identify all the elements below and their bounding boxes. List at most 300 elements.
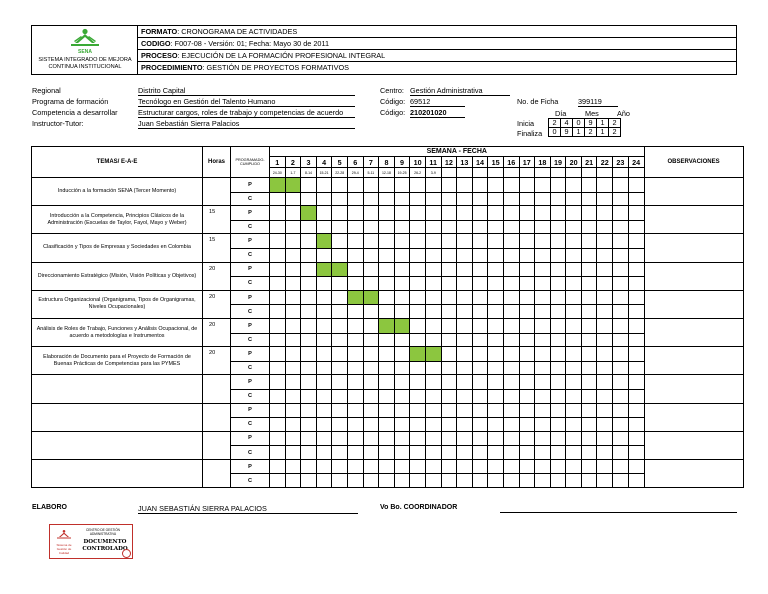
week-cell (270, 333, 286, 347)
cumplido-label: C (231, 305, 270, 319)
week-cell (457, 403, 473, 418)
stamp-left-text: Sistema de Gestión de Calidad (56, 543, 72, 555)
week-cell (394, 361, 410, 375)
vobo-signature-line (500, 512, 737, 513)
week-cell (472, 206, 488, 221)
week-cell (410, 206, 426, 221)
week-cell (613, 403, 629, 418)
activity-topic (32, 375, 203, 403)
week-cell (347, 389, 363, 403)
week-cell (472, 361, 488, 375)
activity-topic: Inducción a la formación SENA (Tercer Momento) (32, 178, 203, 206)
week-date (628, 168, 644, 178)
week-cell (347, 192, 363, 206)
week-cell (363, 206, 379, 221)
week-cell (441, 418, 457, 432)
week-cell (457, 192, 473, 206)
week-cell (597, 389, 613, 403)
week-cell (519, 192, 535, 206)
week-cell (519, 361, 535, 375)
week-cell (332, 375, 348, 390)
week-cell (379, 333, 395, 347)
week-number: 6 (347, 157, 363, 168)
week-cell (550, 290, 566, 305)
week-cell (270, 220, 286, 234)
week-cell (270, 361, 286, 375)
week-cell (441, 474, 457, 488)
activity-hours: 15 (203, 234, 231, 262)
week-cell (503, 277, 519, 291)
activity-hours (203, 431, 231, 459)
week-cell (394, 290, 410, 305)
week-number: 23 (613, 157, 629, 168)
week-cell (425, 474, 441, 488)
week-cell (566, 446, 582, 460)
week-number: 24 (628, 157, 644, 168)
week-cell (503, 234, 519, 249)
week-cell (566, 418, 582, 432)
programa-value: Tecnólogo en Gestión del Talento Humano (138, 97, 355, 107)
observaciones-header: OBSERVACIONES (644, 147, 743, 178)
week-cell (379, 220, 395, 234)
week-cell (285, 474, 301, 488)
week-cell (394, 333, 410, 347)
week-cell (472, 418, 488, 432)
cumplido-label: C (231, 192, 270, 206)
week-cell (457, 262, 473, 277)
codigo-value-2: 210201020 (410, 108, 465, 118)
week-date (566, 168, 582, 178)
week-cell (441, 446, 457, 460)
week-cell (472, 403, 488, 418)
week-cell (285, 418, 301, 432)
week-cell (503, 403, 519, 418)
codigo-value-1: 69512 (410, 97, 465, 107)
week-cell (597, 262, 613, 277)
week-cell (301, 290, 317, 305)
week-cell (503, 333, 519, 347)
week-cell (332, 305, 348, 319)
org-name: SISTEMA INTEGRADO DE MEJORA CONTINUA INSTITUCIONAL (38, 57, 132, 70)
week-cell (519, 277, 535, 291)
programado-label: P (231, 262, 270, 277)
week-cell (488, 178, 504, 193)
week-cell (394, 446, 410, 460)
header-formato: FORMATO: CRONOGRAMA DE ACTIVIDADES (138, 26, 736, 38)
week-cell (394, 431, 410, 446)
week-cell (503, 192, 519, 206)
week-cell (379, 347, 395, 362)
week-cell (472, 234, 488, 249)
week-cell (441, 248, 457, 262)
week-cell (566, 192, 582, 206)
scheduled-week-cell (425, 347, 441, 362)
codigo-label-2: Código: (380, 108, 406, 117)
week-cell (332, 431, 348, 446)
week-cell (550, 418, 566, 432)
semana-fecha-header: SEMANA - FECHA (270, 147, 645, 157)
header-proceso: PROCESO: EJECUCIÓN DE LA FORMACIÓN PROFESIONAL INTEGRAL (138, 50, 736, 62)
week-cell (613, 234, 629, 249)
week-number: 5 (332, 157, 348, 168)
week-cell (285, 459, 301, 474)
week-cell (613, 220, 629, 234)
activity-observations (644, 459, 743, 487)
cumplido-label: C (231, 277, 270, 291)
week-cell (581, 277, 597, 291)
regional-label: Regional (32, 86, 61, 95)
week-cell (363, 220, 379, 234)
week-cell (535, 446, 551, 460)
week-cell (566, 389, 582, 403)
activity-topic: Introducción a la Competencia, Principios Clásicos de la Administración (Escuelas de Taylor, Fayol, Mayo y Weber) (32, 206, 203, 234)
week-cell (597, 474, 613, 488)
cumplido-label: C (231, 248, 270, 262)
week-cell (566, 206, 582, 221)
week-cell (628, 318, 644, 333)
week-cell (425, 403, 441, 418)
week-cell (457, 459, 473, 474)
week-cell (519, 220, 535, 234)
week-cell (347, 474, 363, 488)
week-cell (457, 333, 473, 347)
week-cell (566, 474, 582, 488)
regional-value: Distrito Capital (138, 86, 355, 96)
week-number: 7 (363, 157, 379, 168)
week-cell (285, 446, 301, 460)
week-cell (270, 277, 286, 291)
week-cell (472, 431, 488, 446)
activity-row-p (32, 347, 744, 362)
activity-topic: Direccionamiento Estratégico (Misión, Visión Políticas y Objetivos) (32, 262, 203, 290)
week-cell (581, 262, 597, 277)
week-cell (270, 248, 286, 262)
week-cell (394, 206, 410, 221)
week-cell (301, 220, 317, 234)
week-cell (301, 248, 317, 262)
week-cell (410, 220, 426, 234)
week-cell (550, 403, 566, 418)
week-cell (628, 290, 644, 305)
week-cell (613, 248, 629, 262)
finaliza-digits: 0 9 1 2 1 2 (549, 128, 621, 137)
week-number: 14 (472, 157, 488, 168)
instructor-value: Juan Sebastián Sierra Palacios (138, 119, 355, 129)
week-cell (285, 192, 301, 206)
week-cell (425, 206, 441, 221)
week-cell (535, 361, 551, 375)
week-cell (628, 375, 644, 390)
document-header (31, 25, 737, 75)
week-cell (472, 305, 488, 319)
week-cell (472, 459, 488, 474)
week-cell (379, 178, 395, 193)
week-cell (394, 192, 410, 206)
week-cell (535, 178, 551, 193)
activity-observations (644, 262, 743, 290)
week-cell (316, 333, 332, 347)
activity-observations (644, 431, 743, 459)
activity-observations (644, 234, 743, 262)
activity-row-p (32, 375, 744, 390)
week-date (597, 168, 613, 178)
week-cell (316, 375, 332, 390)
programado-label: P (231, 318, 270, 333)
scheduled-week-cell (316, 262, 332, 277)
week-cell (379, 234, 395, 249)
week-cell (270, 446, 286, 460)
activity-row-p (32, 290, 744, 305)
week-cell (347, 178, 363, 193)
week-cell (285, 305, 301, 319)
week-cell (503, 290, 519, 305)
week-cell (379, 192, 395, 206)
week-cell (535, 206, 551, 221)
activity-row-p (32, 403, 744, 418)
week-cell (597, 361, 613, 375)
week-cell (597, 277, 613, 291)
week-cell (581, 403, 597, 418)
week-cell (441, 178, 457, 193)
week-number: 13 (457, 157, 473, 168)
week-cell (316, 347, 332, 362)
week-cell (597, 375, 613, 390)
week-cell (519, 431, 535, 446)
sena-logo-icon (69, 28, 101, 50)
week-cell (316, 206, 332, 221)
week-cell (457, 389, 473, 403)
horas-header: Horas (203, 147, 231, 178)
week-cell (301, 431, 317, 446)
programa-label: Programa de formación (32, 97, 109, 106)
scheduled-week-cell (301, 206, 317, 221)
week-cell (441, 333, 457, 347)
week-cell (441, 459, 457, 474)
week-date (472, 168, 488, 178)
week-cell (394, 474, 410, 488)
week-cell (628, 431, 644, 446)
week-date: 5-11 (363, 168, 379, 178)
week-cell (425, 220, 441, 234)
week-cell (301, 459, 317, 474)
week-cell (363, 178, 379, 193)
week-cell (394, 234, 410, 249)
week-cell (347, 305, 363, 319)
temas-header: TEMAS/ E-A-E (32, 147, 203, 178)
week-cell (535, 431, 551, 446)
week-cell (457, 361, 473, 375)
week-cell (410, 446, 426, 460)
week-cell (270, 459, 286, 474)
week-cell (535, 403, 551, 418)
week-cell (332, 192, 348, 206)
header-row (32, 147, 744, 157)
week-cell (363, 248, 379, 262)
activity-topic: Análisis de Roles de Trabajo, Funciones y Análisis Ocupacional, de acuerdo a metodologías e Instrumentos (32, 318, 203, 346)
week-cell (628, 418, 644, 432)
week-cell (566, 248, 582, 262)
week-cell (379, 290, 395, 305)
week-cell (535, 192, 551, 206)
cumplido-label: C (231, 333, 270, 347)
week-number: 2 (285, 157, 301, 168)
week-cell (316, 248, 332, 262)
week-cell (332, 403, 348, 418)
activity-hours: 20 (203, 318, 231, 346)
week-cell (488, 446, 504, 460)
week-cell (410, 178, 426, 193)
activity-row-p (32, 262, 744, 277)
week-cell (332, 234, 348, 249)
week-cell (566, 361, 582, 375)
week-cell (285, 206, 301, 221)
week-cell (363, 318, 379, 333)
week-cell (503, 389, 519, 403)
week-cell (503, 459, 519, 474)
week-cell (457, 290, 473, 305)
week-cell (363, 262, 379, 277)
week-cell (410, 318, 426, 333)
week-date: 24-30 (270, 168, 286, 178)
week-cell (488, 305, 504, 319)
week-cell (457, 248, 473, 262)
week-cell (581, 389, 597, 403)
week-cell (597, 192, 613, 206)
week-cell (410, 459, 426, 474)
week-date: 22-28 (332, 168, 348, 178)
week-cell (628, 403, 644, 418)
week-cell (581, 418, 597, 432)
week-cell (425, 375, 441, 390)
week-cell (285, 431, 301, 446)
week-cell (379, 277, 395, 291)
week-cell (628, 333, 644, 347)
week-cell (347, 431, 363, 446)
activity-row-p (32, 234, 744, 249)
activity-row-p (32, 178, 744, 193)
week-cell (410, 375, 426, 390)
elaboro-label: ELABORO (32, 504, 67, 511)
week-cell (535, 375, 551, 390)
week-cell (379, 446, 395, 460)
week-cell (316, 192, 332, 206)
week-cell (270, 347, 286, 362)
week-cell (535, 389, 551, 403)
week-cell (332, 418, 348, 432)
week-cell (441, 318, 457, 333)
week-cell (363, 389, 379, 403)
scheduled-week-cell (332, 262, 348, 277)
week-number: 3 (301, 157, 317, 168)
week-cell (347, 206, 363, 221)
week-cell (566, 459, 582, 474)
activity-topic: Clasificación y Tipos de Empresas y Sociedades en Colombia (32, 234, 203, 262)
week-cell (425, 305, 441, 319)
week-cell (332, 459, 348, 474)
week-number: 16 (503, 157, 519, 168)
week-cell (379, 305, 395, 319)
week-cell (270, 192, 286, 206)
schedule-table (31, 146, 744, 488)
week-cell (270, 234, 286, 249)
anio-label: Año (617, 109, 630, 118)
week-cell (301, 234, 317, 249)
week-cell (379, 262, 395, 277)
week-cell (597, 290, 613, 305)
week-cell (394, 459, 410, 474)
week-cell (457, 220, 473, 234)
week-cell (457, 347, 473, 362)
activity-row-p (32, 318, 744, 333)
week-cell (472, 446, 488, 460)
week-cell (488, 206, 504, 221)
week-cell (347, 248, 363, 262)
week-cell (410, 403, 426, 418)
week-cell (519, 389, 535, 403)
week-cell (441, 305, 457, 319)
programado-label: P (231, 206, 270, 221)
week-cell (441, 234, 457, 249)
week-date (581, 168, 597, 178)
week-cell (347, 403, 363, 418)
week-cell (363, 474, 379, 488)
week-cell (550, 248, 566, 262)
week-cell (488, 192, 504, 206)
week-cell (270, 474, 286, 488)
week-cell (597, 431, 613, 446)
programado-label: P (231, 459, 270, 474)
mes-label: Mes (585, 109, 599, 118)
week-cell (597, 318, 613, 333)
week-cell (628, 234, 644, 249)
week-cell (410, 262, 426, 277)
week-cell (628, 305, 644, 319)
week-cell (441, 192, 457, 206)
week-cell (550, 318, 566, 333)
week-cell (457, 431, 473, 446)
cumplido-label: C (231, 446, 270, 460)
week-cell (628, 459, 644, 474)
week-cell (285, 262, 301, 277)
week-cell (270, 389, 286, 403)
week-cell (519, 347, 535, 362)
week-cell (597, 305, 613, 319)
week-cell (628, 277, 644, 291)
week-cell (332, 290, 348, 305)
week-cell (285, 389, 301, 403)
week-cell (316, 459, 332, 474)
week-cell (519, 305, 535, 319)
week-cell (316, 318, 332, 333)
week-cell (301, 418, 317, 432)
week-cell (597, 347, 613, 362)
programado-label: P (231, 403, 270, 418)
week-date: 8-14 (301, 168, 317, 178)
week-cell (519, 248, 535, 262)
activity-observations (644, 375, 743, 403)
week-cell (316, 220, 332, 234)
week-cell (581, 192, 597, 206)
week-cell (363, 375, 379, 390)
week-cell (581, 290, 597, 305)
week-cell (301, 262, 317, 277)
week-cell (488, 333, 504, 347)
week-cell (441, 389, 457, 403)
week-cell (628, 206, 644, 221)
week-cell (472, 277, 488, 291)
activity-hours: 20 (203, 347, 231, 375)
week-cell (597, 248, 613, 262)
